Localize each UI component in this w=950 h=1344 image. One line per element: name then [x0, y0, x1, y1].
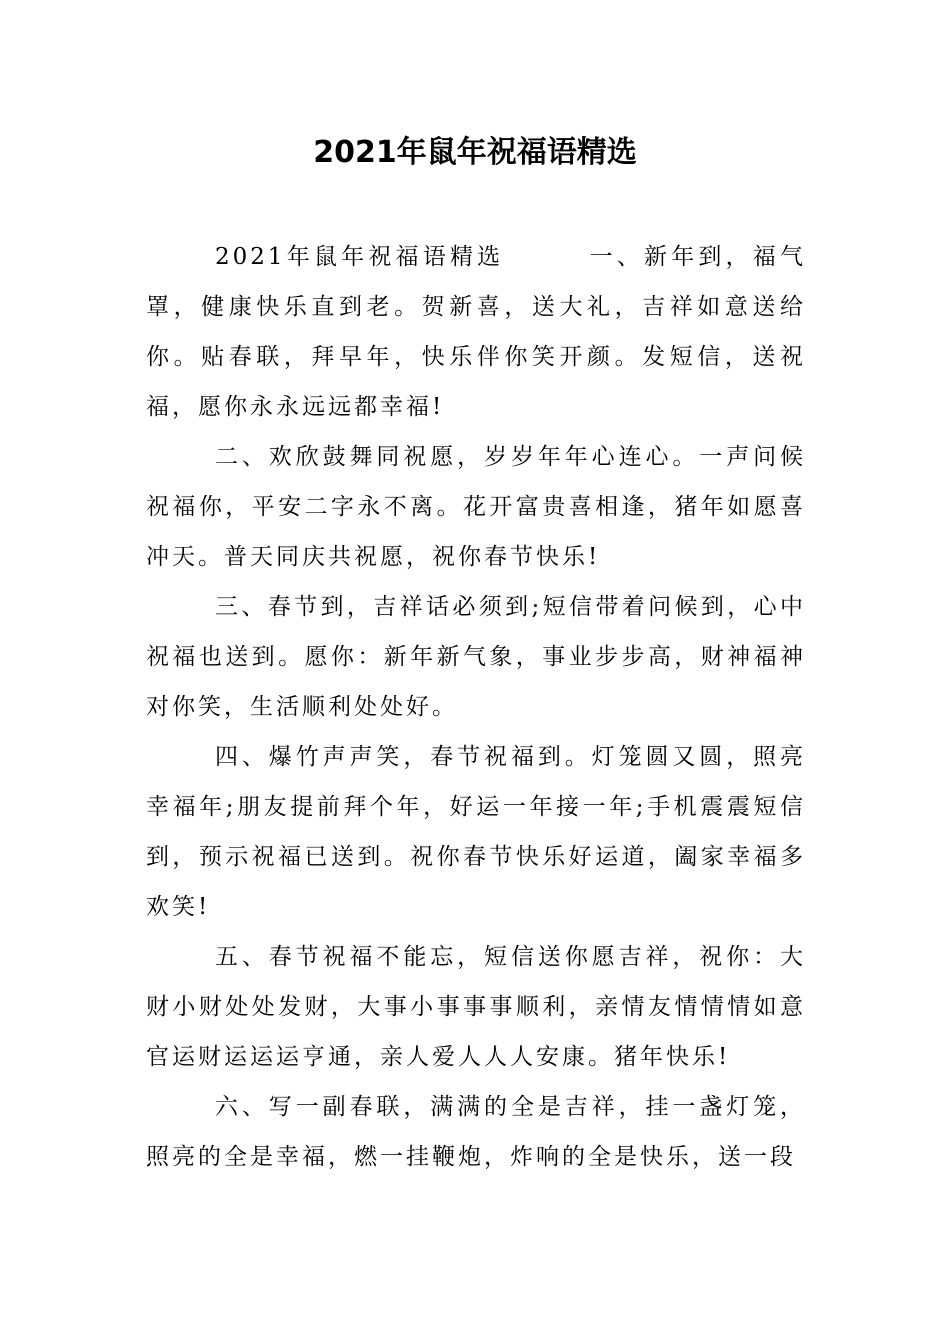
paragraph-1 — [146, 232, 806, 432]
paragraph-3: 三、春节到，吉祥话必须到;短信带着问候到，心中祝福也送到。愿你：新年新气象，事业步步高，财神福神对你笑，生活顺利处处好。 — [146, 594, 806, 720]
paragraph-4: 四、爆竹声声笑，春节祝福到。灯笼圆又圆，照亮幸福年;朋友提前拜个年，好运一年接一年;手机震震短信到，预示祝福已送到。祝你春节快乐好运道，阖家幸福多欢笑! — [146, 744, 806, 920]
paragraph-1-text: 一、新年到，福气罩，健康快乐直到老。贺新喜，送大礼，吉祥如意送给你。贴春联，拜早年，快乐伴你笑开颜。发短信，送祝福，愿你永永远远都幸福! — [146, 244, 806, 420]
paragraph-5: 五、春节祝福不能忘，短信送你愿吉祥，祝你：大财小财处处发财，大事小事事事顺利，亲情友情情情如意官运财运运运亨通，亲人爱人人人安康。猪年快乐! — [146, 944, 806, 1070]
paragraph-6: 六、写一副春联，满满的全是吉祥，挂一盏灯笼，照亮的全是幸福，燃一挂鞭炮，炸响的全是快乐，送一段 — [146, 1094, 806, 1170]
intro-heading: 2021年鼠年祝福语精选 — [215, 244, 505, 270]
document-title: 2021年鼠年祝福语精选 — [313, 135, 637, 170]
paragraph-2: 二、欢欣鼓舞同祝愿，岁岁年年心连心。一声问候祝福你，平安二字永不离。花开富贵喜相逢，猪年如愿喜冲天。普天同庆共祝愿，祝你春节快乐! — [146, 444, 806, 570]
document-body — [146, 232, 806, 1182]
